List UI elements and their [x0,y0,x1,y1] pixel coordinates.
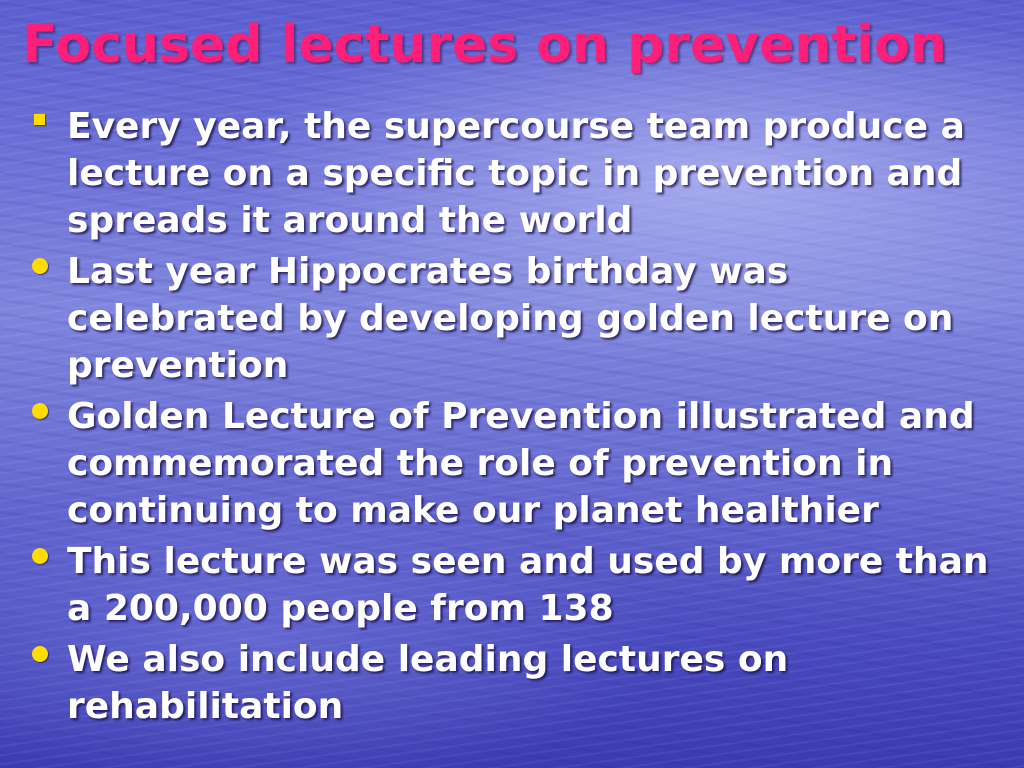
bullet-text: Every year, the supercourse team produce a lecture on a specific topic in prevention and spreads it around the world [67,106,965,241]
square-bullet-icon [34,114,45,125]
bullet-text: Last year Hippocrates birthday was celebrated by developing golden lecture on prevention [67,251,954,386]
slide-title: Focused lectures on prevention [22,15,947,75]
bullet-item [28,538,1003,632]
bullet-item [28,393,1003,534]
round-bullet-icon [32,258,48,274]
bullet-item [28,103,1003,244]
round-bullet-icon [32,646,48,662]
bullet-text: Golden Lecture of Prevention illustrated and commemorated the role of prevention in continuing to make our planet healthier [67,396,975,531]
bullet-text: We also include leading lectures on rehabilitation [67,639,789,727]
bullet-list [28,103,1003,734]
round-bullet-icon [32,548,48,564]
bullet-text: This lecture was seen and used by more than a 200,000 people from 138 [67,541,989,629]
round-bullet-icon [32,403,48,419]
bullet-item [28,248,1003,389]
bullet-item [28,636,1003,730]
